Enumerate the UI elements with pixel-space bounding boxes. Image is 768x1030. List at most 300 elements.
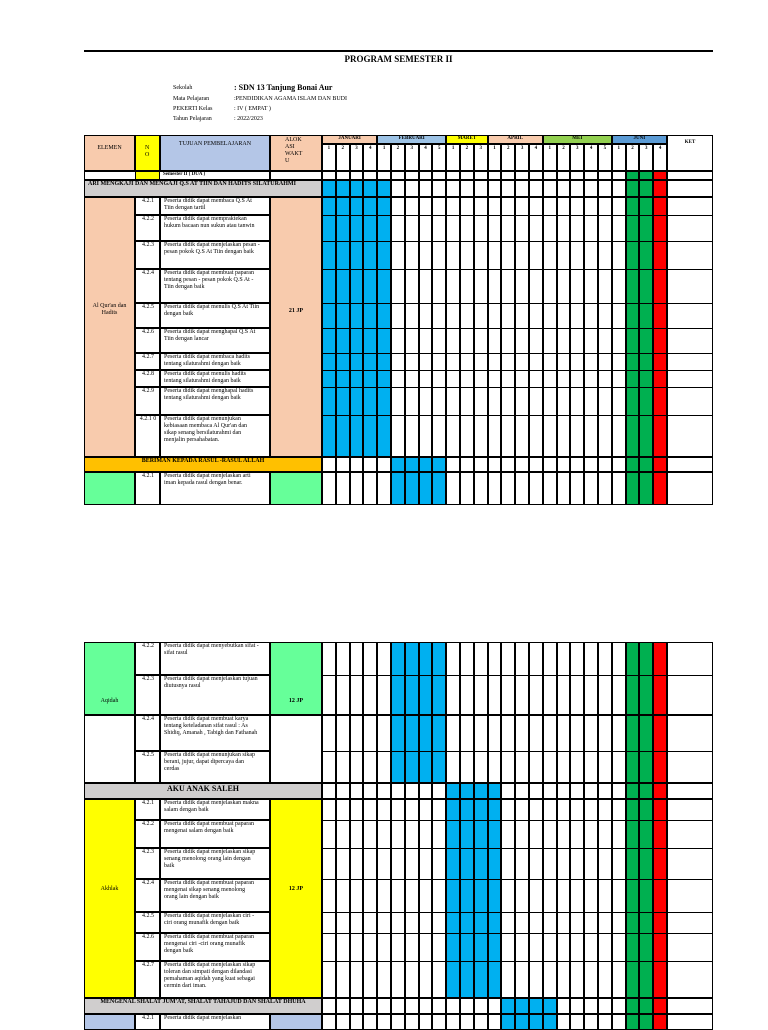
section-2-heading-week-22 xyxy=(612,457,626,472)
section-3-body-row-line-2 xyxy=(322,879,713,880)
section-3-body-row-line-5 xyxy=(322,961,713,962)
section-3-body-week-18 xyxy=(557,799,571,998)
semester-week-19 xyxy=(570,171,584,180)
section-4-heading-week-9 xyxy=(432,998,446,1014)
section-2-body-week-24 xyxy=(639,472,653,505)
section-3-body-week-23 xyxy=(626,799,640,998)
section-4-heading-week-3 xyxy=(350,998,364,1014)
section-2-cont-b-week-22 xyxy=(612,715,626,783)
section-1-body-week-22 xyxy=(612,197,626,457)
section-2-cont-b-week-21 xyxy=(598,715,612,783)
month-3-label: MARET xyxy=(457,136,477,141)
section-3-heading-week-5 xyxy=(377,783,391,799)
section-3-body-week-13 xyxy=(488,799,502,998)
semester-week-3 xyxy=(350,171,364,180)
section-2-heading-week-17 xyxy=(543,457,557,472)
section-1-heading-week-17 xyxy=(543,180,557,197)
section-2-cont-a-week-4 xyxy=(363,642,377,715)
section-3-body-week-3 xyxy=(350,799,364,998)
section-1-body-week-15 xyxy=(515,197,529,457)
section-3-row-4-no-label: 4.2.4 xyxy=(142,880,154,886)
section-3-row-3-no-label: 4.2.3 xyxy=(142,849,154,855)
section-1-body-row-line-4 xyxy=(322,328,713,329)
section-2-cont-b-week-11 xyxy=(460,715,474,783)
section-2-body-week-13 xyxy=(488,472,502,505)
week-number-4-1: 1 xyxy=(493,146,496,151)
section-2-heading-week-19 xyxy=(570,457,584,472)
section-4-heading-week-11 xyxy=(460,998,474,1014)
section-4-body-ket xyxy=(667,1014,713,1030)
section-2-heading-week-10 xyxy=(446,457,460,472)
section-3-heading-week-22 xyxy=(612,783,626,799)
section-3-heading-week-4 xyxy=(363,783,377,799)
section-3-body-ket xyxy=(667,799,713,998)
section-2-cont-a-week-19 xyxy=(570,642,584,715)
section-2-heading-week-15 xyxy=(515,457,529,472)
section-2-cont-row-5-no-label: 4.2.5 xyxy=(142,752,154,758)
section-2-heading-week-12 xyxy=(474,457,488,472)
section-2-heading-week-24 xyxy=(639,457,653,472)
section-2-cont-a-week-23 xyxy=(626,642,640,715)
section-1-row-5-no-label: 4.2.5 xyxy=(142,304,154,310)
section-3-body-week-6 xyxy=(391,799,405,998)
section-2-heading-week-20 xyxy=(584,457,598,472)
month-4-label: APRIL xyxy=(507,136,523,141)
section-1-row-7-text-label: Peserta didik dapat membaca hadits tentang silaturahmi dengan baik xyxy=(164,354,250,367)
section-3-row-2-text-label: Peserta didik dapat membuat paparan mengenai salam dengan baik xyxy=(164,821,254,834)
section-1-row-1-no-label: 4.2.1 xyxy=(142,198,154,204)
semester-week-16 xyxy=(529,171,543,180)
section-1-row-3-no-label: 4.2.3 xyxy=(142,242,154,248)
section-1-body-week-20 xyxy=(584,197,598,457)
section-2-cont-a-week-8 xyxy=(419,642,433,715)
section-2-cont-b-week-9 xyxy=(432,715,446,783)
section-3-heading-week-2 xyxy=(336,783,350,799)
section-1-row-9-text-label: Peserta didik dapat menghapal hadits tentang silaturahmi dengan baik xyxy=(164,388,254,401)
section-1-elemen-label: Al Qur'an dan Hadits xyxy=(92,303,127,316)
section-1-heading-week-4 xyxy=(363,180,377,197)
section-1-heading-week-3 xyxy=(350,180,364,197)
section-2-cont-row-5-text-label: Peserta didik dapat menunjukan sikap berani, jujur, dapat dipercaya dan cerdas xyxy=(164,752,255,772)
section-4-body-week-25 xyxy=(653,1014,667,1030)
section-3-heading-week-8 xyxy=(419,783,433,799)
week-number-6-2: 2 xyxy=(631,146,634,151)
section-1-body-week-23 xyxy=(626,197,640,457)
section-3-heading-week-16 xyxy=(529,783,543,799)
section-4-elemen-cell xyxy=(84,1014,135,1030)
section-2-heading-week-6 xyxy=(391,457,405,472)
section-3-heading-week-21 xyxy=(598,783,612,799)
section-3-heading-week-23 xyxy=(626,783,640,799)
section-4-heading-week-15 xyxy=(515,998,529,1014)
section-4-body-week-21 xyxy=(598,1014,612,1030)
section-3-body-week-5 xyxy=(377,799,391,998)
section-3-body-row-line-4 xyxy=(322,933,713,934)
section-1-body-week-5 xyxy=(377,197,391,457)
section-2-body-week-8 xyxy=(419,472,433,505)
section-2-cont-a-week-21 xyxy=(598,642,612,715)
section-2-cont-a-week-3 xyxy=(350,642,364,715)
section-2-body-week-17 xyxy=(543,472,557,505)
section-1-row-7-no-label: 4.2.7 xyxy=(142,354,154,360)
section-4-body-week-4 xyxy=(363,1014,377,1030)
section-4-heading-week-22 xyxy=(612,998,626,1014)
section-2-cont-b-week-3 xyxy=(350,715,364,783)
section-2-body-week-11 xyxy=(460,472,474,505)
section-1-body-ket xyxy=(667,197,713,457)
header-no-label: N O xyxy=(145,145,150,158)
section-2-cont-row-4-text-label: Peserta didik dapat membuat karya tentang keteladanan sifat rasul : As Shidiq, Amanah , Tabigh dan Fathanah xyxy=(164,716,258,736)
week-number-6-4: 4 xyxy=(658,146,662,151)
section-1-body-row-line-3 xyxy=(322,303,713,304)
section-3-heading-week-9 xyxy=(432,783,446,799)
section-1-body-row-line-5 xyxy=(322,353,713,354)
section-2-cont-b-week-17 xyxy=(543,715,557,783)
section-1-body-row-line-0 xyxy=(322,215,713,216)
section-1-row-9-no-label: 4.2.9 xyxy=(142,388,154,394)
info-value-subject: :PENDIDIKAN AGAMA ISLAM DAN BUDI xyxy=(234,96,348,102)
section-2-cont-b-week-4 xyxy=(363,715,377,783)
section-1-row-10-text-label: Peserta didik dapat menunjukan kebiasaan membaca Al Qur'an dan sikap senang bersilaturahmi dan menjalin persahabatan. xyxy=(164,416,248,443)
info-value-year: : 2022/2023 xyxy=(234,116,263,122)
section-3-body-week-22 xyxy=(612,799,626,998)
section-2-heading-week-13 xyxy=(488,457,502,472)
section-1-body-row-line-8 xyxy=(322,415,713,416)
semester-week-18 xyxy=(557,171,571,180)
section-2-cont-a-week-11 xyxy=(460,642,474,715)
section-3-body-row-line-0 xyxy=(322,820,713,821)
header-alokasi-label: ALOK ASI WAKT U xyxy=(285,137,303,164)
week-number-4-4: 4 xyxy=(534,146,538,151)
section-1-row-8-no-label: 4.2.8 xyxy=(142,371,154,377)
section-1-body-week-16 xyxy=(529,197,543,457)
section-2-body-week-4 xyxy=(363,472,377,505)
section-2-cont-b-week-15 xyxy=(515,715,529,783)
section-2-body-week-15 xyxy=(515,472,529,505)
week-number-1-3: 3 xyxy=(355,146,358,151)
section-4-heading-week-14 xyxy=(501,998,515,1014)
section-2-cont-a-week-24 xyxy=(639,642,653,715)
section-2-cont-b-week-19 xyxy=(570,715,584,783)
section-3-elemen-label: Akhlak xyxy=(100,886,119,892)
section-4-heading-week-21 xyxy=(598,998,612,1014)
section-3-body-week-21 xyxy=(598,799,612,998)
section-2-cont-b-week-5 xyxy=(377,715,391,783)
section-3-heading-week-17 xyxy=(543,783,557,799)
semester-week-17 xyxy=(543,171,557,180)
week-number-3-2: 2 xyxy=(465,146,469,151)
section-4-row-1-no-label: 4.2.1 xyxy=(142,1015,154,1021)
section-2-body-week-16 xyxy=(529,472,543,505)
section-4-heading-week-10 xyxy=(446,998,460,1014)
week-number-1-4: 4 xyxy=(369,146,372,151)
week-number-5-2: 2 xyxy=(562,146,565,151)
section-2-cont-row-4-no-label: 4.2.4 xyxy=(142,716,154,722)
section-3-body-week-15 xyxy=(515,799,529,998)
week-number-5-4: 4 xyxy=(589,146,593,151)
section-2-cont-b-week-13 xyxy=(488,715,502,783)
section-4-heading-ket xyxy=(667,998,713,1014)
section-3-row-1-no-label: 4.2.1 xyxy=(142,800,154,806)
section-1-heading-week-5 xyxy=(377,180,391,197)
section-2-cont-a-week-16 xyxy=(529,642,543,715)
section-2-cont-elemen-label: Aqidah xyxy=(100,698,119,704)
section-1-heading-week-12 xyxy=(474,180,488,197)
section-2-heading-week-4 xyxy=(363,457,377,472)
section-4-body-week-14 xyxy=(501,1014,515,1030)
section-4-body-week-8 xyxy=(419,1014,433,1030)
section-2-body-week-18 xyxy=(557,472,571,505)
section-2-heading-week-9 xyxy=(432,457,446,472)
section-1-row-8-text-label: Peserta didik dapat menulis hadits tentang silaturahmi dengan baik xyxy=(164,371,246,384)
section-2-heading-ket xyxy=(667,457,713,472)
section-1-body-week-11 xyxy=(460,197,474,457)
section-2-cont-b-week-10 xyxy=(446,715,460,783)
section-1-heading-ket xyxy=(667,180,713,197)
section-3-heading-week-7 xyxy=(405,783,419,799)
section-2-body-week-20 xyxy=(584,472,598,505)
header-elemen xyxy=(84,135,135,171)
section-1-heading-week-7 xyxy=(405,180,419,197)
section-2-cont-a-row-line-0 xyxy=(322,675,713,676)
section-2-cont-a-week-5 xyxy=(377,642,391,715)
section-4-body-week-11 xyxy=(460,1014,474,1030)
section-3-body-row-line-1 xyxy=(322,848,713,849)
section-2-cont-a-week-2 xyxy=(336,642,350,715)
section-1-heading-week-16 xyxy=(529,180,543,197)
section-1-row-6-text-label: Peserta didik dapat menghapal Q.S At Tiin dengan lancar xyxy=(164,329,256,342)
section-2-cont-b-week-24 xyxy=(639,715,653,783)
section-1-heading-week-25 xyxy=(653,180,667,197)
section-4-body-week-12 xyxy=(474,1014,488,1030)
semester-week-25 xyxy=(653,171,667,180)
section-1-body-row-line-7 xyxy=(322,387,713,388)
section-4-body-week-24 xyxy=(639,1014,653,1030)
section-3-body-week-2 xyxy=(336,799,350,998)
semester-week-23 xyxy=(626,171,640,180)
info-label-year: Tahun Pelajaran xyxy=(173,116,212,122)
semester-week-13 xyxy=(488,171,502,180)
section-3-heading-week-3 xyxy=(350,783,364,799)
section-2-cont-b-ket xyxy=(667,715,713,783)
section-2-cont-b-week-16 xyxy=(529,715,543,783)
section-2-row-1-no-label: 4.2.1 xyxy=(142,473,154,479)
semester-week-8 xyxy=(419,171,433,180)
section-1-heading-week-22 xyxy=(612,180,626,197)
section-3-body-week-4 xyxy=(363,799,377,998)
section-3-heading-week-24 xyxy=(639,783,653,799)
section-1-body-week-21 xyxy=(598,197,612,457)
section-1-row-6-no-label: 4.2.6 xyxy=(142,329,154,335)
section-4-body-week-3 xyxy=(350,1014,364,1030)
section-4-body-week-19 xyxy=(570,1014,584,1030)
section-2-heading-week-8 xyxy=(419,457,433,472)
section-2-cont-a-week-20 xyxy=(584,642,598,715)
header-elemen-label: ELEMEN xyxy=(97,145,122,151)
section-3-heading-week-19 xyxy=(570,783,584,799)
section-1-heading-week-1 xyxy=(322,180,336,197)
semester-ket xyxy=(667,171,713,180)
info-label-subject: Mata Pelajaran xyxy=(173,96,210,102)
section-4-body-week-16 xyxy=(529,1014,543,1030)
section-1-body-week-14 xyxy=(501,197,515,457)
semester-week-20 xyxy=(584,171,598,180)
section-2-cont-row-3-no-label: 4.2.3 xyxy=(142,676,154,682)
section-3-heading-week-15 xyxy=(515,783,529,799)
section-3-body-week-14 xyxy=(501,799,515,998)
section-2-body-ket xyxy=(667,472,713,505)
week-number-2-1: 1 xyxy=(382,146,386,151)
semester-week-1 xyxy=(322,171,336,180)
section-3-row-6-no-label: 4.2.6 xyxy=(142,934,154,940)
section-3-row-1-text-label: Peserta didik dapat menjelaskan makna salam dengan baik xyxy=(164,800,259,813)
section-1-heading-week-18 xyxy=(557,180,571,197)
week-number-5-1: 1 xyxy=(548,146,551,151)
section-1-body-week-6 xyxy=(391,197,405,457)
section-2-body-week-19 xyxy=(570,472,584,505)
week-number-3-3: 3 xyxy=(479,146,482,151)
section-2-cont-b-week-7 xyxy=(405,715,419,783)
section-2-cont-b-week-6 xyxy=(391,715,405,783)
semester-week-7 xyxy=(405,171,419,180)
section-4-body-week-1 xyxy=(322,1014,336,1030)
section-1-alokasi-cell xyxy=(270,197,322,457)
section-2-body-week-9 xyxy=(432,472,446,505)
section-4-body-week-15 xyxy=(515,1014,529,1030)
week-number-6-1: 1 xyxy=(617,146,620,151)
section-3-heading-label: AKU ANAK SALEH xyxy=(166,784,239,793)
month-1-label: JANUARI xyxy=(338,136,361,141)
semester-week-6 xyxy=(391,171,405,180)
section-1-body-week-4 xyxy=(363,197,377,457)
section-2-cont-a-week-9 xyxy=(432,642,446,715)
section-1-row-1-text-label: Peserta didik dapat membaca Q.S At Tiin dengan tartil xyxy=(164,198,252,211)
section-3-heading-week-14 xyxy=(501,783,515,799)
section-2-heading-label: BERIMAN KEPADA RASUL -RASUL ALLAH xyxy=(141,458,265,464)
section-2-body-week-25 xyxy=(653,472,667,505)
section-2-cont-a-week-14 xyxy=(501,642,515,715)
section-2-body-week-22 xyxy=(612,472,626,505)
semester-week-5 xyxy=(377,171,391,180)
week-number-2-3: 3 xyxy=(410,146,413,151)
section-1-heading-week-23 xyxy=(626,180,640,197)
week-number-4-2: 2 xyxy=(507,146,510,151)
section-4-heading-week-5 xyxy=(377,998,391,1014)
section-3-body-week-1 xyxy=(322,799,336,998)
section-4-body-week-20 xyxy=(584,1014,598,1030)
section-1-body-week-24 xyxy=(639,197,653,457)
week-number-3-1: 1 xyxy=(451,146,455,151)
section-1-body-week-25 xyxy=(653,197,667,457)
section-2-body-week-23 xyxy=(626,472,640,505)
semester-week-2 xyxy=(336,171,350,180)
section-4-heading-week-1 xyxy=(322,998,336,1014)
semester-week-15 xyxy=(515,171,529,180)
section-4-body-week-22 xyxy=(612,1014,626,1030)
section-2-heading-week-23 xyxy=(626,457,640,472)
section-1-heading-week-11 xyxy=(460,180,474,197)
section-2-heading-week-1 xyxy=(322,457,336,472)
section-1-heading-week-2 xyxy=(336,180,350,197)
section-1-body-row-line-2 xyxy=(322,269,713,270)
section-1-body-week-10 xyxy=(446,197,460,457)
section-2-cont-a-week-17 xyxy=(543,642,557,715)
section-1-row-2-text-label: Peserta didik dapat mempraktekan hukum bacaan nun sukun atau tanwin xyxy=(164,216,255,229)
semester-week-10 xyxy=(446,171,460,180)
section-2-heading-week-2 xyxy=(336,457,350,472)
section-2-heading-week-21 xyxy=(598,457,612,472)
section-1-body-row-line-1 xyxy=(322,241,713,242)
section-4-body-week-17 xyxy=(543,1014,557,1030)
info-value-class: : IV ( EMPAT ) xyxy=(234,106,271,112)
section-2-cont-lower-elemen xyxy=(84,715,135,783)
section-1-heading-week-14 xyxy=(501,180,515,197)
section-2-heading-week-7 xyxy=(405,457,419,472)
section-3-row-3-text-label: Peserta didik dapat menjelaskan sikap senang menolong orang lain dengan baik xyxy=(164,849,256,869)
header-ket-label: KET xyxy=(684,140,696,145)
semester-alokasi xyxy=(270,171,322,180)
section-1-row-10-no-label: 4.2.1 0 xyxy=(139,416,157,422)
section-3-body-week-10 xyxy=(446,799,460,998)
section-2-body-week-14 xyxy=(501,472,515,505)
section-1-row-5-text-label: Peserta didik dapat menulis Q.S At Tiin dengan baik xyxy=(164,304,260,317)
section-1-heading-label: ARI MENGKAJI DAN MENGAJI Q.S AT TIIN DAN HADITS SILATURAHMI xyxy=(88,181,296,187)
section-3-heading-ket xyxy=(667,783,713,799)
section-1-jp-label: 21 JP xyxy=(288,308,304,314)
top-rule xyxy=(84,50,713,52)
section-3-body-week-20 xyxy=(584,799,598,998)
section-2-heading-week-3 xyxy=(350,457,364,472)
section-2-body-week-1 xyxy=(322,472,336,505)
section-4-heading-week-16 xyxy=(529,998,543,1014)
section-1-heading-week-24 xyxy=(639,180,653,197)
section-2-cont-b-week-18 xyxy=(557,715,571,783)
section-4-row-1-text-label: Peserta didik dapat menjelaskan xyxy=(164,1015,242,1021)
section-3-body-week-17 xyxy=(543,799,557,998)
section-4-heading-week-6 xyxy=(391,998,405,1014)
section-4-body-week-18 xyxy=(557,1014,571,1030)
semester-week-14 xyxy=(501,171,515,180)
section-3-jp-label: 12 JP xyxy=(288,886,304,892)
section-3-heading-week-10 xyxy=(446,783,460,799)
section-3-body-week-8 xyxy=(419,799,433,998)
section-3-body-week-12 xyxy=(474,799,488,998)
section-3-row-5-text-label: Peserta didik dapat menjelaskan ciri - ciri orang munafik dengan baik xyxy=(164,913,255,926)
section-1-body-week-17 xyxy=(543,197,557,457)
section-1-heading-week-21 xyxy=(598,180,612,197)
section-4-heading-week-25 xyxy=(653,998,667,1014)
section-1-body-week-12 xyxy=(474,197,488,457)
section-1-body-week-18 xyxy=(557,197,571,457)
section-2-cont-row-2-text-label: Peserta didik dapat menyebutkan sifat - sifat rasul xyxy=(164,643,259,656)
week-number-4-3: 3 xyxy=(520,146,524,151)
semester-week-22 xyxy=(612,171,626,180)
section-4-heading-week-12 xyxy=(474,998,488,1014)
week-number-5-3: 3 xyxy=(576,146,579,151)
section-1-heading-week-20 xyxy=(584,180,598,197)
section-2-elemen-cell xyxy=(84,472,135,505)
section-1-body-week-8 xyxy=(419,197,433,457)
section-1-heading-week-9 xyxy=(432,180,446,197)
section-4-body-week-13 xyxy=(488,1014,502,1030)
section-3-body-row-line-3 xyxy=(322,912,713,913)
section-2-heading-week-16 xyxy=(529,457,543,472)
section-4-body-week-2 xyxy=(336,1014,350,1030)
section-2-cont-a-week-22 xyxy=(612,642,626,715)
section-3-heading-week-12 xyxy=(474,783,488,799)
section-1-heading-week-6 xyxy=(391,180,405,197)
section-2-heading-week-25 xyxy=(653,457,667,472)
